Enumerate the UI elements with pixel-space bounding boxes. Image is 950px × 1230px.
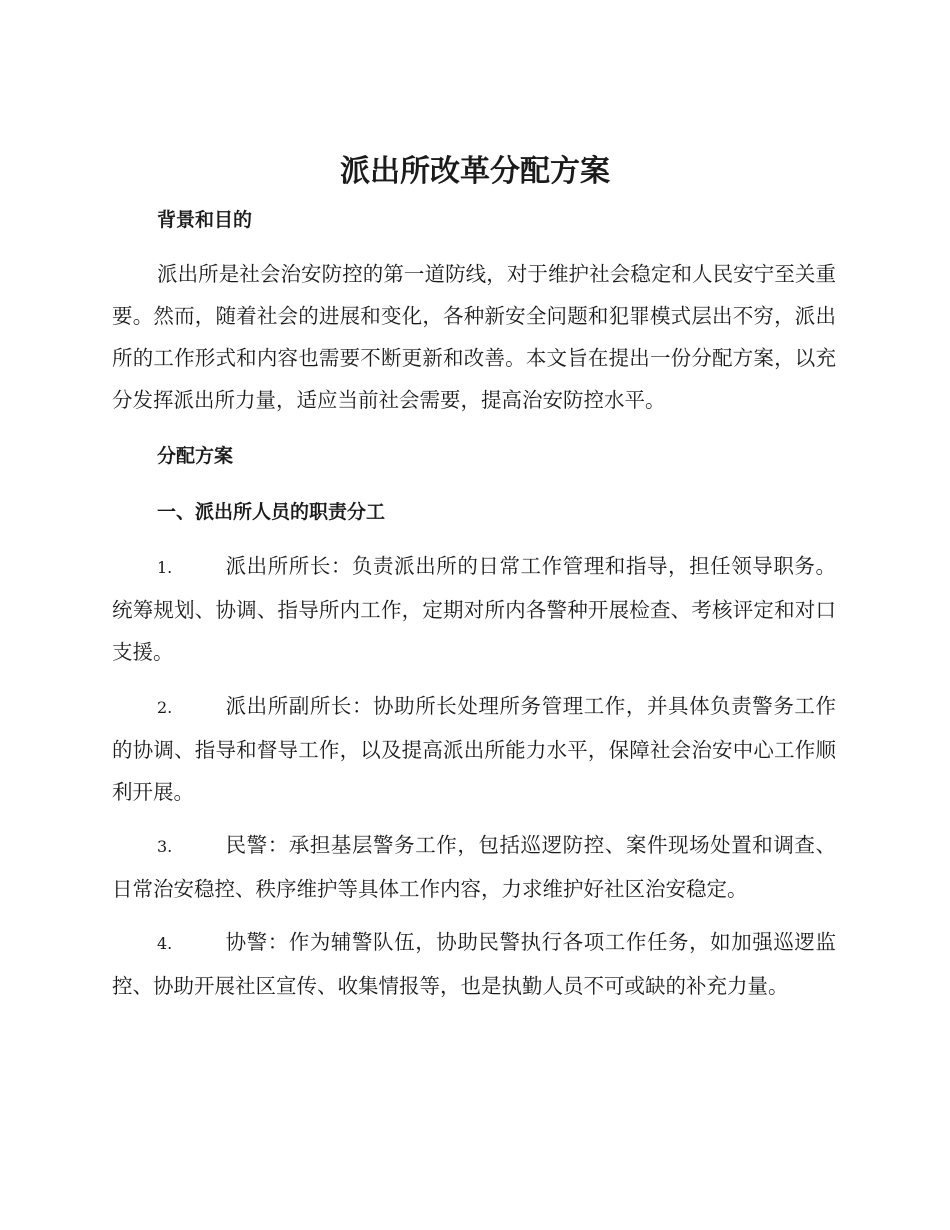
list-item-police-officer bbox=[112, 824, 836, 910]
list-item-director bbox=[112, 545, 836, 673]
list-item-text: 协警：作为辅警队伍，协助民警执行各项工作任务，如加强巡逻监控、协助开展社区宣传、收集情报等，也是执勤人员不可或缺的补充力量。 bbox=[112, 930, 836, 998]
list-number: 4. bbox=[157, 934, 173, 953]
list-item-text: 派出所所长：负责派出所的日常工作管理和指导，担任领导职务。统筹规划、协调、指导所内工作，定期对所内各警种开展检查、考核评定和对口支援。 bbox=[112, 554, 836, 664]
heading-background: 背景和目的 bbox=[157, 209, 253, 231]
list-item-auxiliary-police bbox=[112, 921, 836, 1007]
heading-plan: 分配方案 bbox=[157, 445, 234, 467]
list-item-deputy-director bbox=[112, 685, 836, 813]
paragraph-background: 派出所是社会治安防控的第一道防线，对于维护社会稳定和人民安宁至关重要。然而，随着社会的进展和变化，各种新安全问题和犯罪模式层出不穷，派出所的工作形式和内容也需要不断更新和改善。本文旨在提出一份分配方案，以充分发挥派出所力量，适应当前社会需要，提高治安防控水平。 bbox=[112, 262, 836, 412]
list-number: 2. bbox=[157, 698, 173, 717]
list-number: 3. bbox=[157, 837, 173, 856]
list-number: 1. bbox=[157, 558, 173, 577]
document-title: 派出所改革分配方案 bbox=[340, 154, 610, 189]
list-item-text: 派出所副所长：协助所长处理所务管理工作，并具体负责警务工作的协调、指导和督导工作，以及提高派出所能力水平，保障社会治安中心工作顺利开展。 bbox=[112, 694, 836, 804]
heading-duties: 一、派出所人员的职责分工 bbox=[157, 501, 386, 523]
list-item-text: 民警：承担基层警务工作，包括巡逻防控、案件现场处置和调查、日常治安稳控、秩序维护等具体工作内容，力求维护好社区治安稳定。 bbox=[112, 833, 836, 901]
